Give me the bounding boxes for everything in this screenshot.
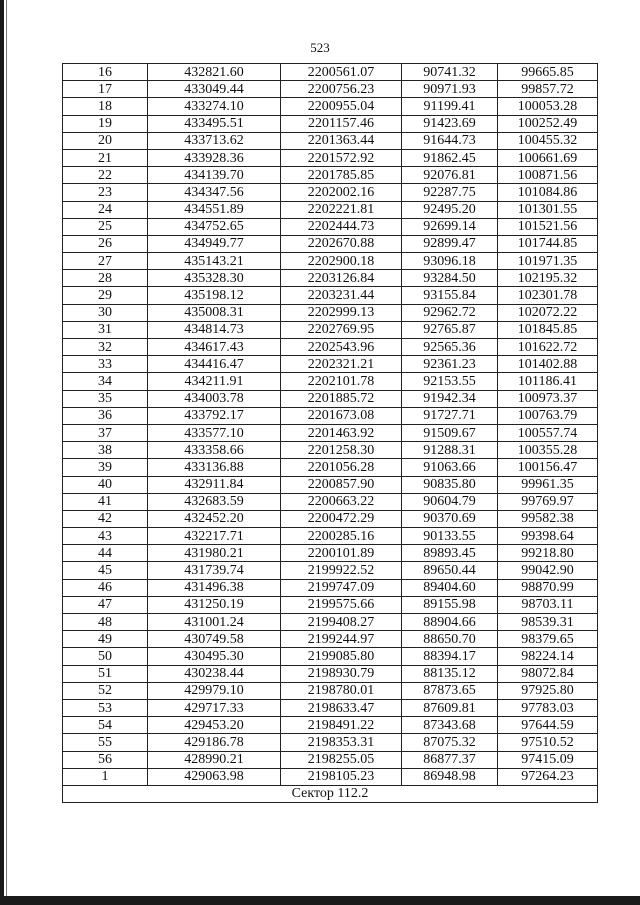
x-coordinate-cell: 429063.98 — [148, 768, 281, 785]
table-footer-row — [63, 785, 598, 802]
y-coordinate-cell: 2200561.07 — [281, 64, 402, 81]
y-coordinate-cell: 2201572.92 — [281, 149, 402, 166]
x-local-cell: 86948.98 — [402, 768, 498, 785]
x-local-cell: 92962.72 — [402, 304, 498, 321]
y-local-cell: 101186.41 — [498, 373, 598, 390]
y-coordinate-cell: 2202321.21 — [281, 356, 402, 373]
x-local-cell: 90370.69 — [402, 510, 498, 527]
point-number-cell: 43 — [63, 528, 148, 545]
x-coordinate-cell: 431496.38 — [148, 579, 281, 596]
scan-edge-bottom — [0, 896, 640, 905]
y-local-cell: 102195.32 — [498, 270, 598, 287]
y-coordinate-cell: 2202002.16 — [281, 184, 402, 201]
x-coordinate-cell: 435328.30 — [148, 270, 281, 287]
point-number-cell: 38 — [63, 442, 148, 459]
x-coordinate-cell: 434752.65 — [148, 218, 281, 235]
table-row — [63, 579, 598, 596]
y-coordinate-cell: 2202900.18 — [281, 253, 402, 270]
y-coordinate-cell: 2200663.22 — [281, 493, 402, 510]
y-local-cell: 97783.03 — [498, 699, 598, 716]
table-row — [63, 699, 598, 716]
x-local-cell: 90971.93 — [402, 81, 498, 98]
x-local-cell: 87075.32 — [402, 734, 498, 751]
x-coordinate-cell: 434949.77 — [148, 235, 281, 252]
x-local-cell: 86877.37 — [402, 751, 498, 768]
point-number-cell: 16 — [63, 64, 148, 81]
x-coordinate-cell: 432683.59 — [148, 493, 281, 510]
y-local-cell: 98539.31 — [498, 614, 598, 631]
x-local-cell: 88650.70 — [402, 631, 498, 648]
y-local-cell: 101622.72 — [498, 339, 598, 356]
y-coordinate-cell: 2202221.81 — [281, 201, 402, 218]
y-local-cell: 98703.11 — [498, 596, 598, 613]
point-number-cell: 40 — [63, 476, 148, 493]
y-coordinate-cell: 2202999.13 — [281, 304, 402, 321]
point-number-cell: 31 — [63, 321, 148, 338]
point-number-cell: 19 — [63, 115, 148, 132]
table-row — [63, 149, 598, 166]
x-local-cell: 91942.34 — [402, 390, 498, 407]
table-row — [63, 717, 598, 734]
table-row — [63, 304, 598, 321]
x-local-cell: 90133.55 — [402, 528, 498, 545]
table-row — [63, 562, 598, 579]
y-local-cell: 99857.72 — [498, 81, 598, 98]
point-number-cell: 1 — [63, 768, 148, 785]
x-coordinate-cell: 434551.89 — [148, 201, 281, 218]
x-coordinate-cell: 431250.19 — [148, 596, 281, 613]
table-row — [63, 528, 598, 545]
point-number-cell: 55 — [63, 734, 148, 751]
point-number-cell: 54 — [63, 717, 148, 734]
x-coordinate-cell: 433713.62 — [148, 132, 281, 149]
table-row — [63, 545, 598, 562]
point-number-cell: 18 — [63, 98, 148, 115]
y-local-cell: 101845.85 — [498, 321, 598, 338]
y-local-cell: 98224.14 — [498, 648, 598, 665]
y-local-cell: 98379.65 — [498, 631, 598, 648]
x-local-cell: 90741.32 — [402, 64, 498, 81]
y-coordinate-cell: 2202101.78 — [281, 373, 402, 390]
point-number-cell: 48 — [63, 614, 148, 631]
y-local-cell: 99665.85 — [498, 64, 598, 81]
x-coordinate-cell: 432821.60 — [148, 64, 281, 81]
x-local-cell: 93155.84 — [402, 287, 498, 304]
point-number-cell: 32 — [63, 339, 148, 356]
table-row — [63, 476, 598, 493]
y-coordinate-cell: 2198491.22 — [281, 717, 402, 734]
y-local-cell: 101744.85 — [498, 235, 598, 252]
x-local-cell: 88135.12 — [402, 665, 498, 682]
table-row — [63, 218, 598, 235]
x-coordinate-cell: 434617.43 — [148, 339, 281, 356]
x-local-cell: 90604.79 — [402, 493, 498, 510]
y-coordinate-cell: 2198780.01 — [281, 682, 402, 699]
y-coordinate-cell: 2203231.44 — [281, 287, 402, 304]
y-local-cell: 102301.78 — [498, 287, 598, 304]
x-local-cell: 92765.87 — [402, 321, 498, 338]
x-local-cell: 88394.17 — [402, 648, 498, 665]
y-local-cell: 101521.56 — [498, 218, 598, 235]
y-local-cell: 100156.47 — [498, 459, 598, 476]
x-local-cell: 92076.81 — [402, 167, 498, 184]
point-number-cell: 47 — [63, 596, 148, 613]
x-local-cell: 92699.14 — [402, 218, 498, 235]
table-row — [63, 648, 598, 665]
point-number-cell: 22 — [63, 167, 148, 184]
point-number-cell: 53 — [63, 699, 148, 716]
x-coordinate-cell: 435143.21 — [148, 253, 281, 270]
x-local-cell: 91199.41 — [402, 98, 498, 115]
table-row — [63, 373, 598, 390]
table-row — [63, 132, 598, 149]
y-coordinate-cell: 2200285.16 — [281, 528, 402, 545]
point-number-cell: 24 — [63, 201, 148, 218]
y-coordinate-cell: 2202444.73 — [281, 218, 402, 235]
y-local-cell: 97644.59 — [498, 717, 598, 734]
x-local-cell: 91644.73 — [402, 132, 498, 149]
y-coordinate-cell: 2200101.89 — [281, 545, 402, 562]
y-coordinate-cell: 2198105.23 — [281, 768, 402, 785]
x-coordinate-cell: 434416.47 — [148, 356, 281, 373]
point-number-cell: 36 — [63, 407, 148, 424]
y-coordinate-cell: 2199085.80 — [281, 648, 402, 665]
x-local-cell: 89404.60 — [402, 579, 498, 596]
coordinates-table-body — [63, 64, 598, 786]
y-coordinate-cell: 2201463.92 — [281, 424, 402, 441]
y-local-cell: 100455.32 — [498, 132, 598, 149]
table-row — [63, 253, 598, 270]
y-coordinate-cell: 2199244.97 — [281, 631, 402, 648]
point-number-cell: 35 — [63, 390, 148, 407]
table-row — [63, 459, 598, 476]
y-local-cell: 100973.37 — [498, 390, 598, 407]
x-local-cell: 91862.45 — [402, 149, 498, 166]
x-coordinate-cell: 430495.30 — [148, 648, 281, 665]
point-number-cell: 45 — [63, 562, 148, 579]
y-coordinate-cell: 2199408.27 — [281, 614, 402, 631]
point-number-cell: 23 — [63, 184, 148, 201]
x-coordinate-cell: 429453.20 — [148, 717, 281, 734]
x-coordinate-cell: 434347.56 — [148, 184, 281, 201]
x-coordinate-cell: 433274.10 — [148, 98, 281, 115]
x-local-cell: 89155.98 — [402, 596, 498, 613]
y-local-cell: 100252.49 — [498, 115, 598, 132]
y-local-cell: 101084.86 — [498, 184, 598, 201]
y-local-cell: 99582.38 — [498, 510, 598, 527]
table-row — [63, 768, 598, 785]
table-row — [63, 184, 598, 201]
table-row — [63, 98, 598, 115]
y-local-cell: 100871.56 — [498, 167, 598, 184]
point-number-cell: 51 — [63, 665, 148, 682]
y-local-cell: 102072.22 — [498, 304, 598, 321]
table-row — [63, 734, 598, 751]
table-row — [63, 167, 598, 184]
x-coordinate-cell: 434211.91 — [148, 373, 281, 390]
point-number-cell: 33 — [63, 356, 148, 373]
x-coordinate-cell: 433495.51 — [148, 115, 281, 132]
point-number-cell: 41 — [63, 493, 148, 510]
point-number-cell: 21 — [63, 149, 148, 166]
page-number: 523 — [310, 40, 330, 55]
y-local-cell: 100661.69 — [498, 149, 598, 166]
x-local-cell: 91423.69 — [402, 115, 498, 132]
y-local-cell: 100355.28 — [498, 442, 598, 459]
y-coordinate-cell: 2200756.23 — [281, 81, 402, 98]
table-row — [63, 493, 598, 510]
x-local-cell: 91063.66 — [402, 459, 498, 476]
table-row — [63, 115, 598, 132]
table-row — [63, 424, 598, 441]
table-row — [63, 614, 598, 631]
y-coordinate-cell: 2201785.85 — [281, 167, 402, 184]
point-number-cell: 17 — [63, 81, 148, 98]
x-coordinate-cell: 433358.66 — [148, 442, 281, 459]
y-coordinate-cell: 2202769.95 — [281, 321, 402, 338]
x-coordinate-cell: 435008.31 — [148, 304, 281, 321]
x-coordinate-cell: 433136.88 — [148, 459, 281, 476]
y-local-cell: 97510.52 — [498, 734, 598, 751]
x-local-cell: 91288.31 — [402, 442, 498, 459]
scan-edge-left — [0, 0, 4, 905]
table-row — [63, 287, 598, 304]
x-local-cell: 87343.68 — [402, 717, 498, 734]
point-number-cell: 26 — [63, 235, 148, 252]
x-coordinate-cell: 429979.10 — [148, 682, 281, 699]
x-coordinate-cell: 432911.84 — [148, 476, 281, 493]
x-coordinate-cell: 431739.74 — [148, 562, 281, 579]
table-row — [63, 631, 598, 648]
y-local-cell: 98870.99 — [498, 579, 598, 596]
y-coordinate-cell: 2199575.66 — [281, 596, 402, 613]
y-coordinate-cell: 2202543.96 — [281, 339, 402, 356]
y-local-cell: 97264.23 — [498, 768, 598, 785]
x-coordinate-cell: 434003.78 — [148, 390, 281, 407]
y-local-cell: 98072.84 — [498, 665, 598, 682]
point-number-cell: 39 — [63, 459, 148, 476]
table-row — [63, 235, 598, 252]
x-coordinate-cell: 434139.70 — [148, 167, 281, 184]
y-coordinate-cell: 2201363.44 — [281, 132, 402, 149]
x-local-cell: 92565.36 — [402, 339, 498, 356]
x-coordinate-cell: 433049.44 — [148, 81, 281, 98]
sector-label: Сектор 112.2 — [63, 785, 598, 802]
scan-edge-left-line — [6, 0, 7, 905]
x-local-cell: 91727.71 — [402, 407, 498, 424]
point-number-cell: 29 — [63, 287, 148, 304]
point-number-cell: 37 — [63, 424, 148, 441]
table-row — [63, 510, 598, 527]
y-local-cell: 100763.79 — [498, 407, 598, 424]
y-coordinate-cell: 2198930.79 — [281, 665, 402, 682]
x-local-cell: 88904.66 — [402, 614, 498, 631]
y-local-cell: 100557.74 — [498, 424, 598, 441]
x-coordinate-cell: 431001.24 — [148, 614, 281, 631]
point-number-cell: 25 — [63, 218, 148, 235]
table-row — [63, 339, 598, 356]
point-number-cell: 56 — [63, 751, 148, 768]
x-coordinate-cell: 432452.20 — [148, 510, 281, 527]
table-row — [63, 201, 598, 218]
y-coordinate-cell: 2203126.84 — [281, 270, 402, 287]
table-row — [63, 682, 598, 699]
point-number-cell: 52 — [63, 682, 148, 699]
y-local-cell: 99769.97 — [498, 493, 598, 510]
x-local-cell: 92287.75 — [402, 184, 498, 201]
y-coordinate-cell: 2200857.90 — [281, 476, 402, 493]
x-coordinate-cell: 434814.73 — [148, 321, 281, 338]
y-local-cell: 97415.09 — [498, 751, 598, 768]
point-number-cell: 50 — [63, 648, 148, 665]
x-local-cell: 93284.50 — [402, 270, 498, 287]
point-number-cell: 46 — [63, 579, 148, 596]
table-row — [63, 442, 598, 459]
coordinates-table — [62, 63, 598, 803]
table-row — [63, 356, 598, 373]
x-coordinate-cell: 429717.33 — [148, 699, 281, 716]
point-number-cell: 42 — [63, 510, 148, 527]
point-number-cell: 30 — [63, 304, 148, 321]
y-coordinate-cell: 2202670.88 — [281, 235, 402, 252]
x-coordinate-cell: 433792.17 — [148, 407, 281, 424]
y-local-cell: 99218.80 — [498, 545, 598, 562]
table-row — [63, 270, 598, 287]
x-coordinate-cell: 429186.78 — [148, 734, 281, 751]
point-number-cell: 49 — [63, 631, 148, 648]
y-coordinate-cell: 2200955.04 — [281, 98, 402, 115]
x-coordinate-cell: 433928.36 — [148, 149, 281, 166]
x-local-cell: 87609.81 — [402, 699, 498, 716]
y-coordinate-cell: 2199747.09 — [281, 579, 402, 596]
y-coordinate-cell: 2198255.05 — [281, 751, 402, 768]
y-local-cell: 97925.80 — [498, 682, 598, 699]
point-number-cell: 27 — [63, 253, 148, 270]
x-local-cell: 92495.20 — [402, 201, 498, 218]
point-number-cell: 28 — [63, 270, 148, 287]
y-coordinate-cell: 2201056.28 — [281, 459, 402, 476]
x-coordinate-cell: 428990.21 — [148, 751, 281, 768]
point-number-cell: 34 — [63, 373, 148, 390]
y-local-cell: 101402.88 — [498, 356, 598, 373]
point-number-cell: 20 — [63, 132, 148, 149]
table-row — [63, 390, 598, 407]
x-local-cell: 92899.47 — [402, 235, 498, 252]
table-row — [63, 407, 598, 424]
x-local-cell: 92361.23 — [402, 356, 498, 373]
x-local-cell: 93096.18 — [402, 253, 498, 270]
x-coordinate-cell: 431980.21 — [148, 545, 281, 562]
y-coordinate-cell: 2201157.46 — [281, 115, 402, 132]
y-coordinate-cell: 2201673.08 — [281, 407, 402, 424]
y-coordinate-cell: 2201885.72 — [281, 390, 402, 407]
table-row — [63, 321, 598, 338]
y-coordinate-cell: 2200472.29 — [281, 510, 402, 527]
table-row — [63, 81, 598, 98]
x-coordinate-cell: 430749.58 — [148, 631, 281, 648]
x-coordinate-cell: 432217.71 — [148, 528, 281, 545]
table-row — [63, 751, 598, 768]
y-local-cell: 101301.55 — [498, 201, 598, 218]
y-local-cell: 100053.28 — [498, 98, 598, 115]
y-coordinate-cell: 2198353.31 — [281, 734, 402, 751]
x-local-cell: 91509.67 — [402, 424, 498, 441]
point-number-cell: 44 — [63, 545, 148, 562]
y-local-cell: 99398.64 — [498, 528, 598, 545]
x-local-cell: 87873.65 — [402, 682, 498, 699]
y-coordinate-cell: 2199922.52 — [281, 562, 402, 579]
table-row — [63, 596, 598, 613]
x-coordinate-cell: 433577.10 — [148, 424, 281, 441]
table-row — [63, 64, 598, 81]
x-coordinate-cell: 430238.44 — [148, 665, 281, 682]
x-local-cell: 90835.80 — [402, 476, 498, 493]
x-coordinate-cell: 435198.12 — [148, 287, 281, 304]
y-local-cell: 101971.35 — [498, 253, 598, 270]
table-row — [63, 665, 598, 682]
y-local-cell: 99961.35 — [498, 476, 598, 493]
y-coordinate-cell: 2198633.47 — [281, 699, 402, 716]
x-local-cell: 92153.55 — [402, 373, 498, 390]
y-coordinate-cell: 2201258.30 — [281, 442, 402, 459]
x-local-cell: 89650.44 — [402, 562, 498, 579]
y-local-cell: 99042.90 — [498, 562, 598, 579]
x-local-cell: 89893.45 — [402, 545, 498, 562]
